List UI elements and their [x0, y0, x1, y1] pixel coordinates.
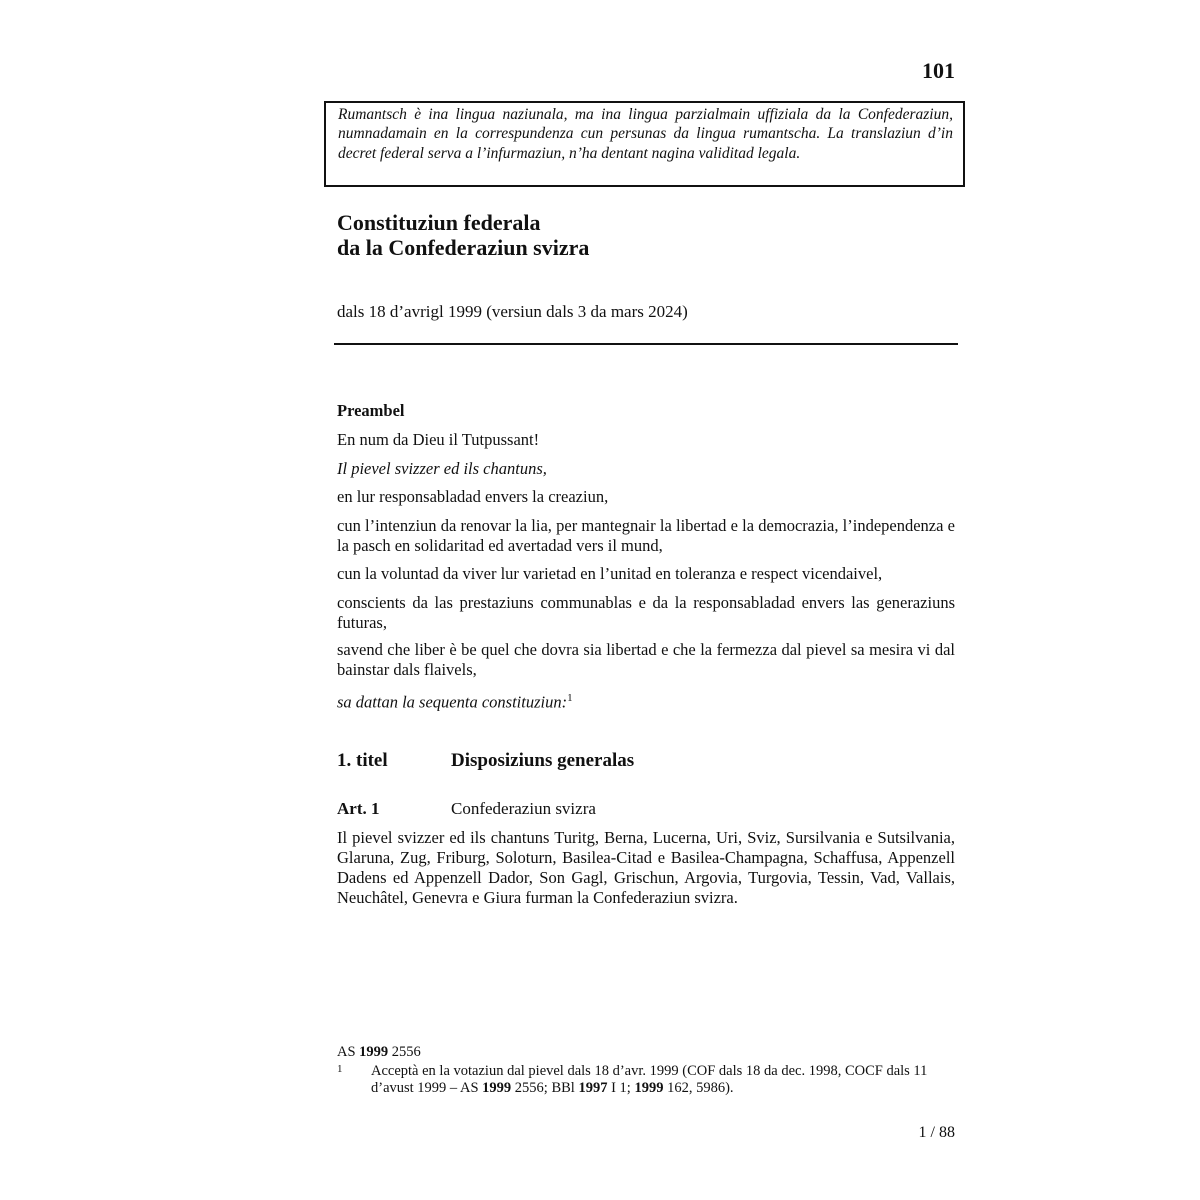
footnote-part-3: I 1; [611, 1080, 631, 1096]
title-1-name: Disposiziuns generalas [451, 750, 635, 771]
preamble-line-5: cun la voluntad da viver lur varietad en l’unitad en toleranza e respect vicendaivel, [337, 564, 883, 583]
title-line-1: Constituziun federala [337, 210, 541, 235]
article-1-name: Confederaziun svizra [451, 799, 596, 818]
preamble-line-8 [337, 688, 955, 713]
sr-number: 101 [922, 58, 955, 83]
preamble-line-1: En num da Dieu il Tutpussant! [337, 430, 540, 449]
title-line-2: da la Confederaziun svizra [337, 235, 590, 260]
as-prefix: AS [337, 1044, 356, 1060]
document-date: dals 18 d’avrigl 1999 (versiun dals 3 da mars 2024) [337, 302, 688, 321]
footnote-year-3: 1999 [634, 1080, 664, 1096]
footnote-ref-1[interactable]: 1 [567, 692, 573, 704]
article-1-label: Art. 1 [337, 799, 380, 818]
footnote-text [371, 1063, 931, 1097]
title-1-label: 1. titel [337, 750, 388, 771]
footnote-number: 1 [337, 1063, 343, 1075]
language-notice: Rumantsch è ina lingua naziunala, ma ina lingua parzialmain uffiziala da la Confederaziun, numnadamain en la correspundenza cun persunas da lingua rumantscha. La translaziun d’in decret federal serva a l’infurmaziun, n’ha dentant nagina validitad legala. [324, 101, 965, 187]
footnote-part-1: Acceptà en la votaziun dal pievel dals 18 d’avr. 1999 (COF dals 18 da dec. 1998, COCF dals 11 d’avust 1999 – AS [371, 1063, 928, 1096]
preamble-line-7: savend che liber è be quel che dovra sia libertad e che la fermezza dal pievel sa mesira vi dal bainstar dals flaivels, [337, 640, 955, 679]
document-title [337, 210, 589, 260]
as-page: 2556 [391, 1044, 421, 1060]
as-reference [337, 1044, 421, 1061]
as-year: 1999 [359, 1044, 389, 1060]
footnote-year-2: 1997 [578, 1080, 608, 1096]
preamble-line-6: conscients da las prestaziuns communablas e da la responsabladad envers las generaziuns futuras, [337, 593, 955, 632]
footnote-year-1: 1999 [482, 1080, 512, 1096]
preamble-line-2: Il pievel svizzer ed ils chantuns, [337, 459, 547, 478]
footnote-part-2: 2556; BBl [514, 1080, 575, 1096]
preamble-heading: Preambel [337, 401, 405, 420]
preamble-line-4: cun l’intenziun da renovar la lia, per mantegnair la libertad e la democrazia, l’independenza e la pasch en solidaritad ed avertadad vers il mund, [337, 516, 955, 555]
title-divider [334, 343, 958, 345]
preamble-closing-text: sa dattan la sequenta constituziun: [337, 692, 568, 712]
article-1-text: Il pievel svizzer ed ils chantuns Turitg, Berna, Lucerna, Uri, Sviz, Sursilvania e Sutsilvania, Glaruna, Zug, Friburg, Soloturn, Basilea-Citad e Basilea-Champagna, Schaffusa, Appenzell Dadens ed Appenzell Dador, Son Gagl, Grischun, Argovia, Turgovia, Tessin, Vad, Vallais, Neuchâtel, Genevra e Giura furman la Confederaziun svizra. [337, 828, 955, 907]
page-number: 1 / 88 [918, 1124, 955, 1141]
preamble-line-3: en lur responsabladad envers la creaziun, [337, 487, 609, 506]
footnote-part-4: 162, 5986). [667, 1080, 734, 1096]
